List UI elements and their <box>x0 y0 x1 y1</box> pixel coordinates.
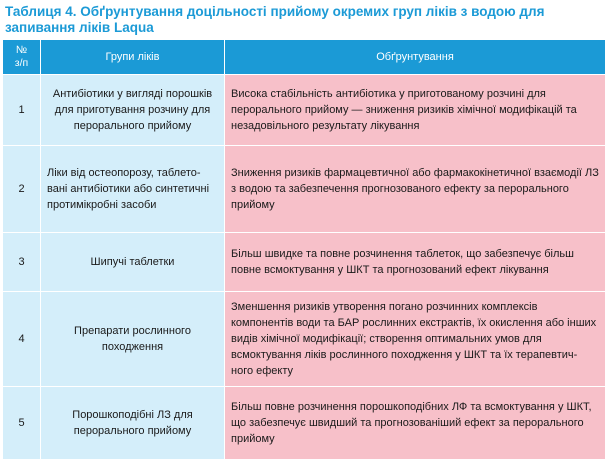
drug-group-cell: Антибіотики у вигляді порошків для приготування розчину для перорального прийому <box>41 75 225 146</box>
row-number: 4 <box>3 292 41 387</box>
row-number: 2 <box>3 146 41 233</box>
justification-cell: Зменшення ризиків утворення погано розчинних комплексів компонентів води та БАР рослинних екстрактів, їх окислення або інших видів хімічної модифікації; створення оптимальних умов для всмоктування ліків рослинного походження у ШКТ та їх терапевтич-ного ефекту <box>225 292 605 387</box>
drug-group-cell: Ліки від остеопорозу, таблето-вані антибіотики або синтетичні протимікробні засоби <box>41 146 225 233</box>
drug-group-cell: Порошкоподібні ЛЗ для перорального прийому <box>41 387 225 460</box>
justification-cell: Висока стабільність антибіотика у приготованому розчині для перорального прийому — зниження ризиків хімічної модифікацій та незадовільного результату лікування <box>225 75 605 146</box>
justification-cell: Зниження ризиків фармацевтичної або фармакокінетичної взаємодії ЛЗ з водою та забезпечення прогнозованого ефекту за перорального прийому <box>225 146 605 233</box>
table-row <box>3 146 605 233</box>
justification-cell: Більш повне розчинення порошкоподібних ЛФ та всмоктування у ШКТ, що забезпечує швидший та прогнозованіший ефект за перорального прийому <box>225 387 605 460</box>
row-number: 5 <box>3 387 41 460</box>
justification-cell: Більш швидке та повне розчинення таблеток, що забезпечує більш повне всмоктування у ШКТ та прогнозований ефект лікування <box>225 233 605 292</box>
table-title: Таблиця 4. Обґрунтування доцільності прийому окремих груп ліків з водою для запивання ліків Laqua <box>5 4 545 35</box>
header-number-abbrev: з/п <box>14 57 29 69</box>
header-number <box>3 40 41 75</box>
header-justification: Обґрунтування <box>225 40 605 75</box>
header-row <box>3 40 605 75</box>
table-row <box>3 292 605 387</box>
table-row <box>3 75 605 146</box>
drug-group-cell: Препарати рослинного походження <box>41 292 225 387</box>
drug-groups-table <box>3 40 605 460</box>
row-number: 3 <box>3 233 41 292</box>
header-drug-groups: Групи ліків <box>41 40 225 75</box>
table-row <box>3 387 605 460</box>
row-number: 1 <box>3 75 41 146</box>
header-number-symbol: № <box>15 44 28 56</box>
table-row <box>3 233 605 292</box>
drug-group-cell: Шипучі таблетки <box>41 233 225 292</box>
